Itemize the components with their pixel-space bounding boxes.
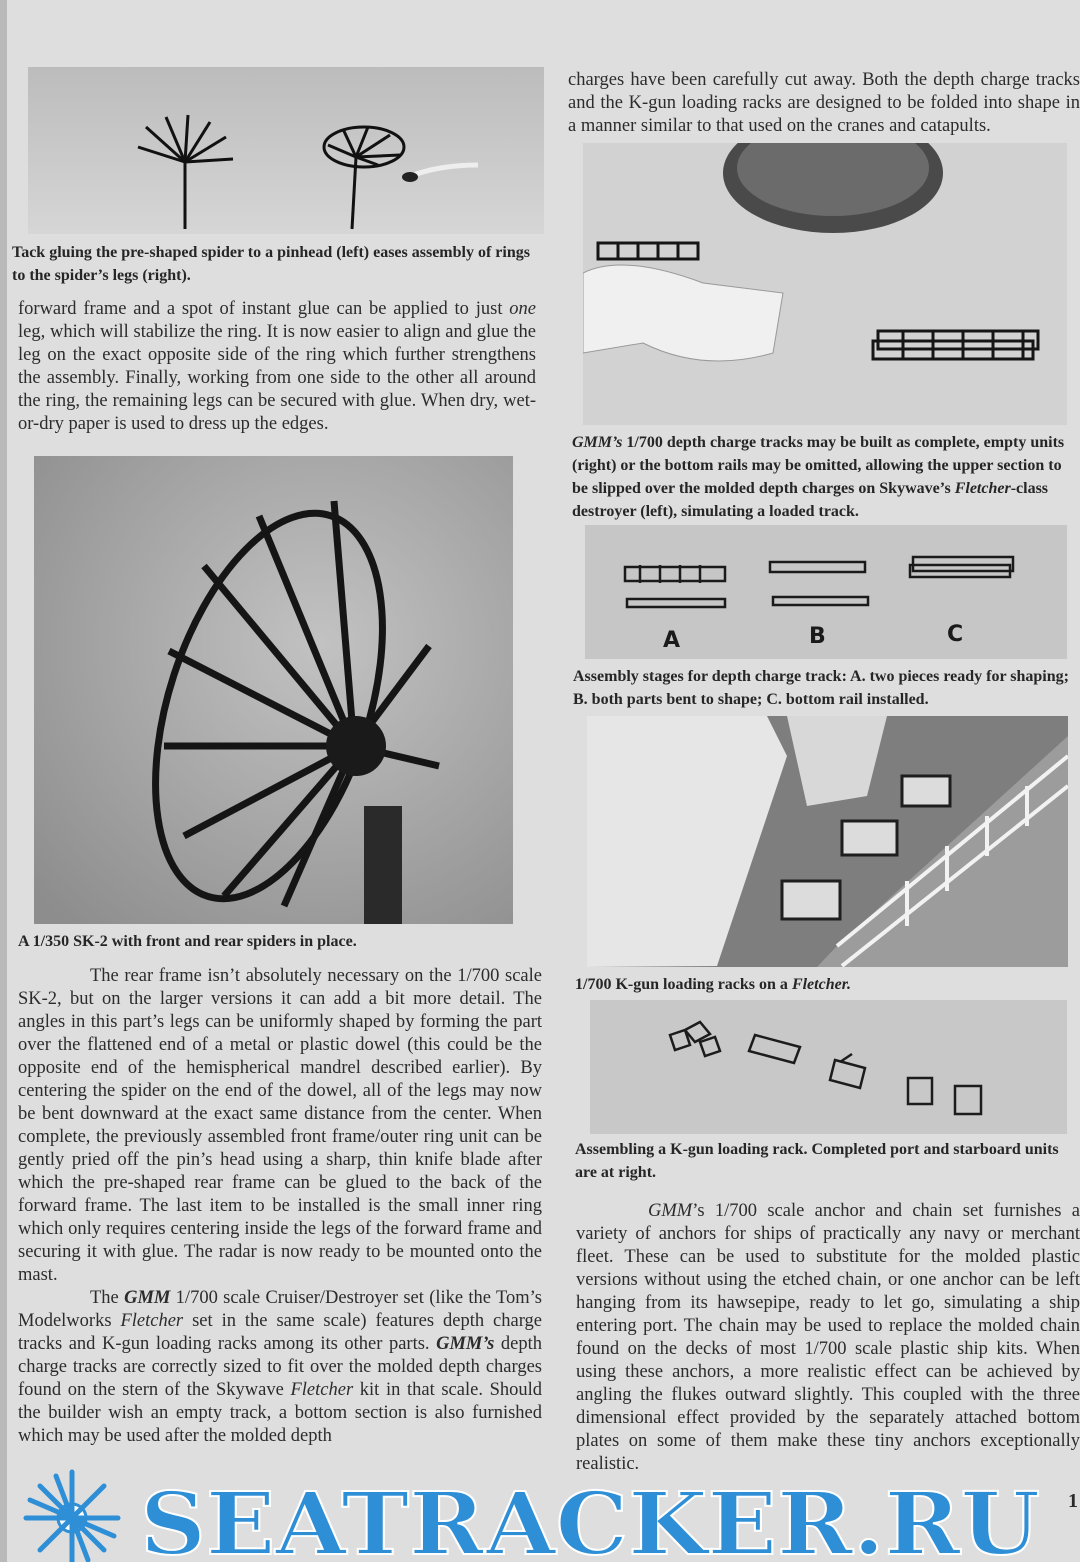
- caption-spider-text: Tack gluing the pre-shaped spider to a pinhead (left) eases assembly of rings to the spider’s legs (right).: [12, 244, 530, 284]
- caption-assembly-stages: [573, 665, 1080, 711]
- text-run: 1/700 scale Cruiser/Destroyer set (like the Tom’s Modelworks: [18, 1288, 542, 1331]
- star-emblem-icon: [26, 1472, 118, 1562]
- photo-sk2-radar: [34, 456, 513, 924]
- text-run-italic: GMM: [648, 1201, 693, 1221]
- watermark-text: SEATRACKER.RU: [140, 1474, 1040, 1562]
- left-column-text-bottom: [18, 965, 542, 1448]
- right-column-text-bottom: [576, 1200, 1080, 1476]
- caption-assembling-text: Assembling a K-gun loading rack. Completed port and starboard units are at right.: [575, 1141, 1059, 1181]
- text-run-bold-italic: GMM’s: [436, 1334, 495, 1354]
- caption-text-italic: Fletcher: [954, 480, 1011, 497]
- paragraph-forward-frame: [18, 298, 536, 436]
- caption-depth-charge-tracks: [572, 431, 1080, 523]
- photo-kgun-racks-fletcher: [587, 716, 1068, 967]
- photo-assembly-stages: [585, 525, 1067, 659]
- caption-text-italic: Fletcher.: [791, 976, 852, 993]
- caption-stages-text: Assembly stages for depth charge track: A. two pieces ready for shaping; B. both parts bent to shape; C. bottom rail installed.: [573, 668, 1069, 708]
- caption-text: -class destroyer (left), simulating a loaded track.: [572, 480, 1049, 520]
- text-run: The: [90, 1288, 125, 1308]
- caption-sk2: [18, 930, 538, 953]
- text-run-bold-italic: GMM: [124, 1288, 171, 1308]
- photo-spider-pinhead: [28, 67, 544, 234]
- paragraph-rear-frame: The rear frame isn’t absolutely necessary on the 1/700 scale SK-2, but on the larger versions it can add a bit more detail. The angles in this part’s legs can be uniformly shaped by forming the part over the flattened end of a metal or plastic dowel (this could be the opposite end of the hemispherical mandrel described earlier). By centering the spider on the end of the dowel, all of the legs may now be bent downward at the exact same distance from the center. When complete, the previously assembled front frame/outer ring unit can be gently pried off the pin’s head using a sharp, thin knife blade after which the pre-shaped rear frame can be glued to the back of the forward frame. The last item to be installed is the small inner ring which only requires centering inside the legs of the forward frame and securing it with glue. The radar is now ready to be mounted onto the mast.: [18, 966, 542, 1285]
- caption-text-italic: GMM’s: [572, 434, 623, 451]
- caption-spider: [12, 241, 538, 287]
- text-run: ’s 1/700 scale anchor and chain set furnishes a variety of anchors for ships of practically any navy or merchant fleet. These can be used to substitute for the molded plastic versions without using the etched chain, or one anchor can be left hanging from its hawsepipe, ready to let go, simulating a ship entering port. The chain may be used to replace the molded chain found on the decks of most 1/700 scale plastic ship kits. When using these anchors, a more realistic effect can be achieved by angling the flukes outward slightly. This coupled with the three dimensional effect provided by the separately attached bottom plates on some of them make these tiny anchors exceptionally realistic.: [576, 1201, 1080, 1474]
- photo-depth-charge-tracks: [583, 143, 1067, 425]
- stage-label-c: C: [947, 622, 964, 647]
- page-edge-shadow: [0, 0, 7, 1562]
- text-run: depth charge tracks are correctly sized to fit over the molded depth charges found on the stern of the Skywave: [18, 1334, 542, 1400]
- text-run: leg, which will stabilize the ring. It is now easier to align and glue the leg on the exact opposite side of the ring which further strengthens the assembly. Finally, working from one side to the other all around the ring, the remaining legs can be secured with glue. When dry, wet-or-dry paper is used to dress up the edges.: [18, 322, 536, 434]
- caption-text: 1/700 depth charge tracks may be built as complete, empty units (right) or the bottom rails may be omitted, allowing the upper section to be slipped over the molded depth charges on Skywave’s: [572, 434, 1065, 497]
- paragraph-charges-cut-away: charges have been carefully cut away. Both the depth charge tracks and the K-gun loading racks are designed to be folded into shape in a manner similar to that used on the cranes and catapults.: [568, 70, 1080, 136]
- caption-sk2-text: A 1/350 SK-2 with front and rear spiders in place.: [18, 933, 357, 950]
- text-run: kit in that scale. Should the builder wish an empty track, a bottom section is also furnished which may be used after the molded depth: [18, 1380, 543, 1446]
- left-column-text-top: [18, 298, 536, 436]
- stage-label-b: B: [809, 624, 826, 649]
- text-run-italic: one: [509, 299, 536, 319]
- paragraph-anchor-chain: [576, 1200, 1080, 1476]
- text-run-italic: Fletcher: [120, 1311, 184, 1331]
- watermark-banner: [0, 1468, 1080, 1562]
- stage-label-a: A: [663, 628, 681, 653]
- caption-kgun-racks: [575, 973, 1080, 996]
- caption-text: 1/700 K-gun loading racks on a: [575, 976, 792, 993]
- right-column-text-top: [568, 69, 1080, 138]
- caption-assembling-kgun: [575, 1138, 1080, 1184]
- text-run-italic: Fletcher: [290, 1380, 354, 1400]
- page-number: 1: [1068, 1490, 1078, 1512]
- text-run: forward frame and a spot of instant glue can be applied to just: [18, 299, 510, 319]
- text-run: set in the same scale) features depth charge tracks and K-gun loading racks among its other parts.: [18, 1311, 542, 1354]
- photo-assembling-kgun-rack: [590, 1000, 1067, 1134]
- paragraph-gmm-set: [18, 1287, 542, 1448]
